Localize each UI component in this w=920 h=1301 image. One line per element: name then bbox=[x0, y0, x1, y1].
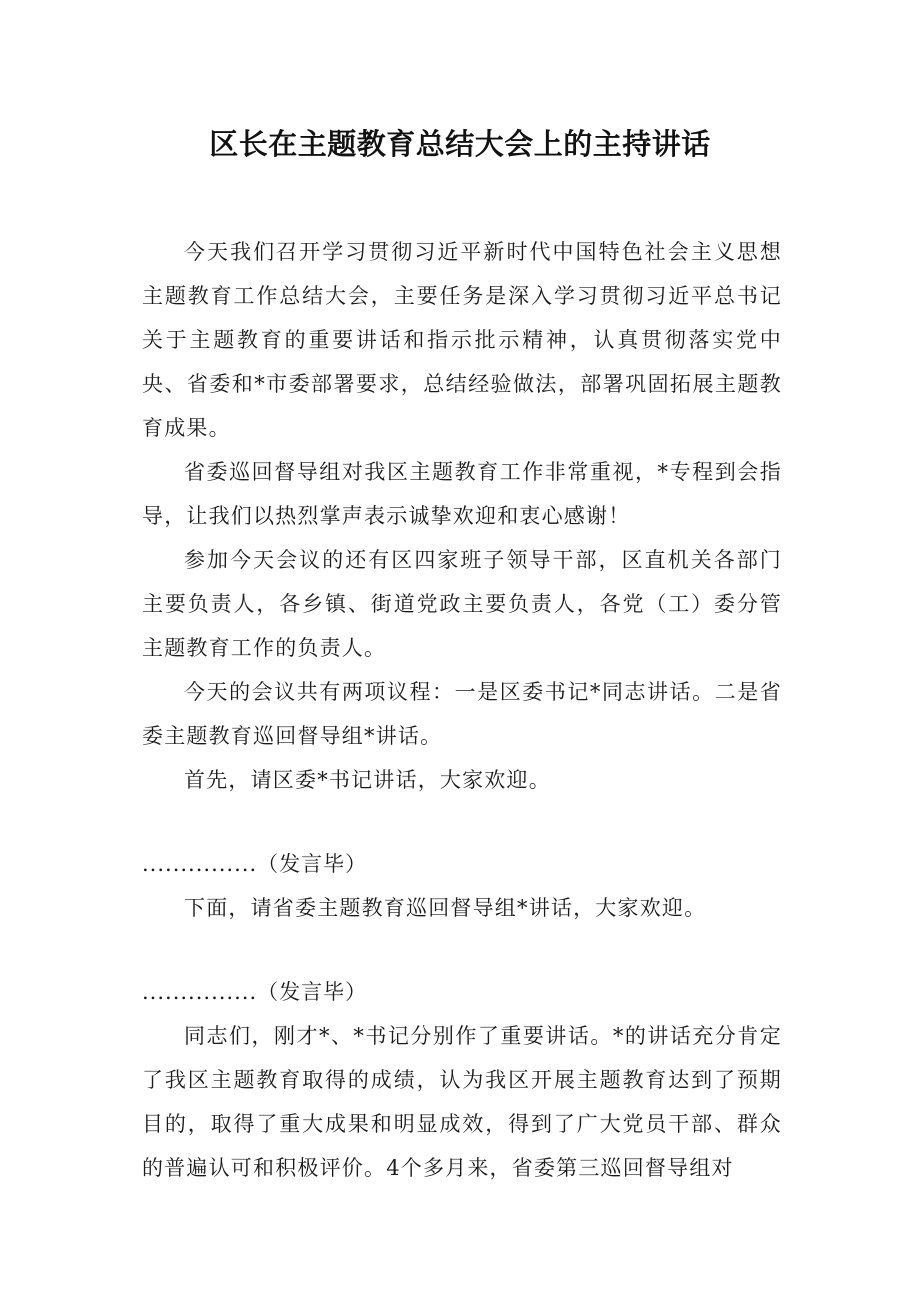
paragraph-welcome: 省委巡回督导组对我区主题教育工作非常重视，*专程到会指导，让我们以热烈掌声表示诚挚欢迎和衷心感谢！ bbox=[142, 460, 782, 528]
spacer bbox=[142, 802, 782, 842]
paragraph-closing: 同志们，刚才*、*书记分别作了重要讲话。*的讲话充分肯定了我区主题教育取得的成绩，认为我区开展主题教育达到了预期目的，取得了重大成果和明显成效，得到了广大党员干部、群众的普遍认可和积极评价。4个多月来，省委第三巡回督导组对 bbox=[142, 1024, 782, 1180]
document-body bbox=[142, 230, 782, 1190]
spacer bbox=[142, 930, 782, 970]
speech-end-marker: ...............（发言毕） bbox=[142, 980, 368, 1004]
paragraph-first-speaker: 首先，请区委*书记讲话，大家欢迎。 bbox=[184, 768, 551, 792]
paragraph-opening: 今天我们召开学习贯彻习近平新时代中国特色社会主义思想主题教育工作总结大会，主要任务是深入学习贯彻习近平总书记关于主题教育的重要讲话和指示批示精神，认真贯彻落实党中央、省委和*市委部署要求，总结经验做法，部署巩固拓展主题教育成果。 bbox=[142, 240, 782, 440]
speech-end-marker: ...............（发言毕） bbox=[142, 852, 368, 876]
document-title: 区长在主题教育总结大会上的主持讲话 bbox=[209, 127, 711, 161]
paragraph-agenda: 今天的会议共有两项议程：一是区委书记*同志讲话。二是省委主题教育巡回督导组*讲话。 bbox=[142, 680, 782, 748]
paragraph-next-speaker: 下面，请省委主题教育巡回督导组*讲话，大家欢迎。 bbox=[184, 896, 707, 920]
paragraph-attendees: 参加今天会议的还有区四家班子领导干部，区直机关各部门主要负责人，各乡镇、街道党政主要负责人，各党（工）委分管主题教育工作的负责人。 bbox=[142, 548, 782, 660]
